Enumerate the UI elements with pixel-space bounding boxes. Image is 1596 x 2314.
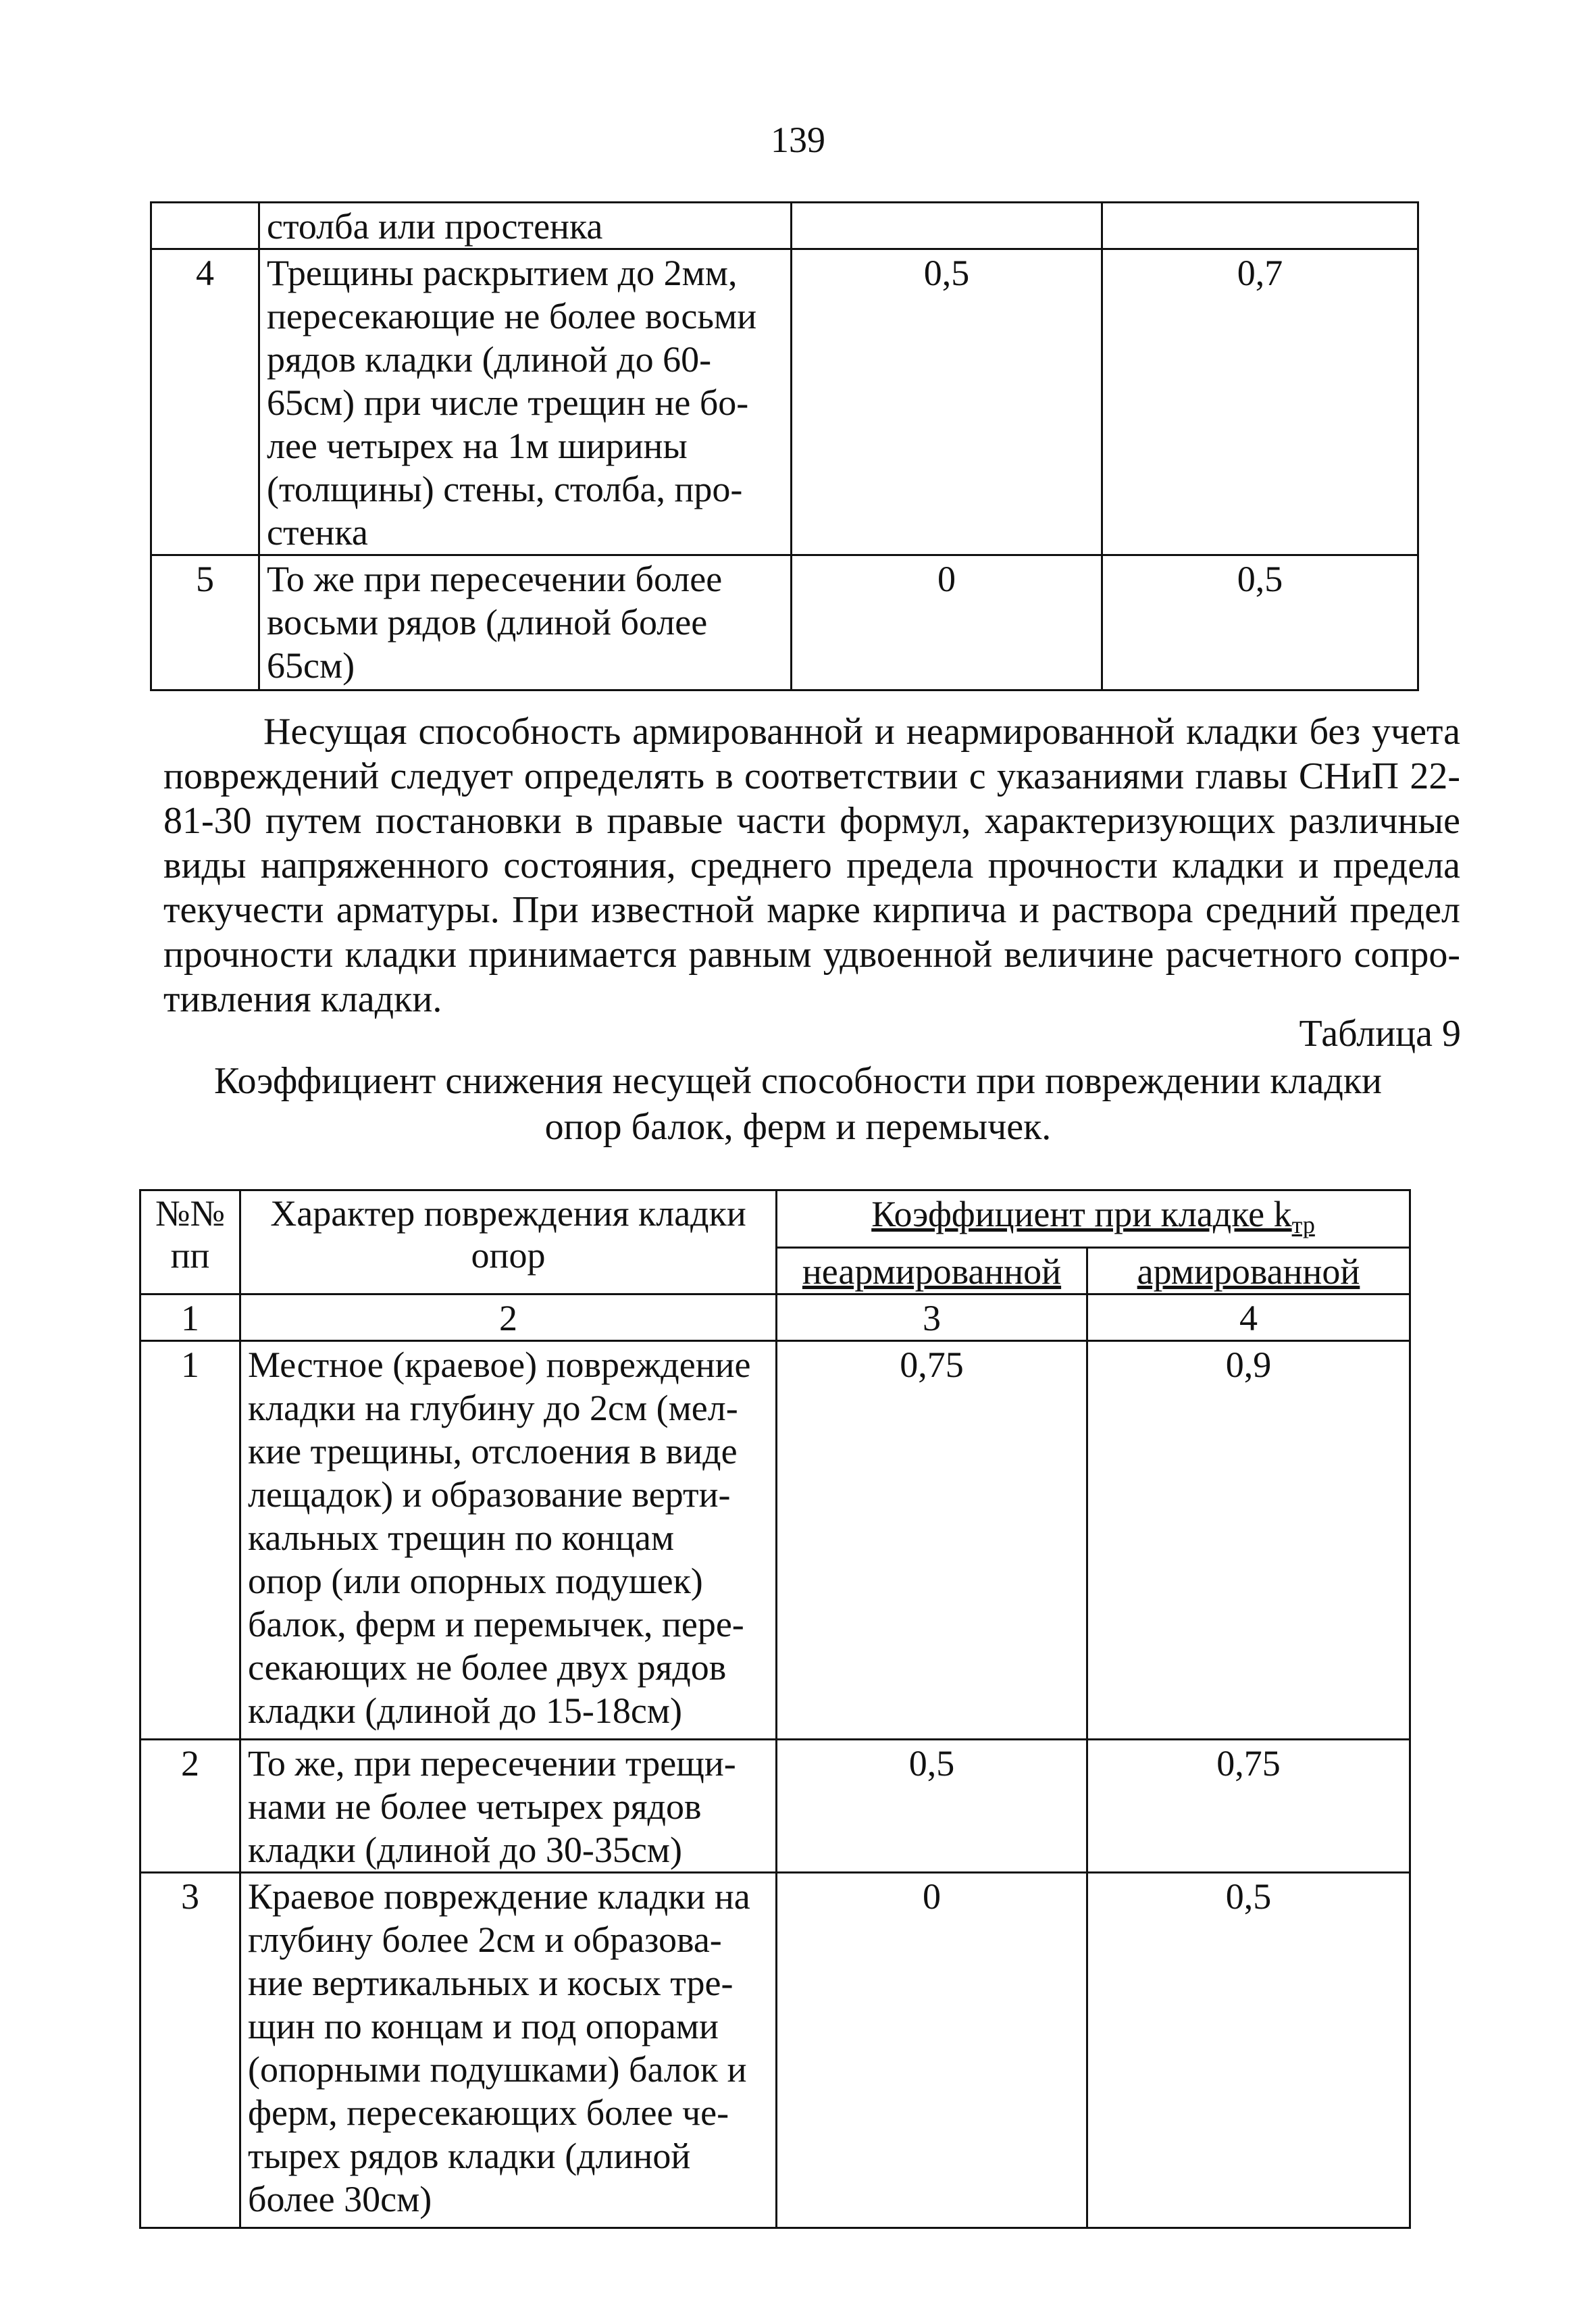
header-num: №№ пп (140, 1190, 240, 1294)
row-value-unreinforced: 0 (777, 1873, 1087, 2228)
row-description: То же, при пересечении трещи- нами не более четырех рядов кладки (длиной до 30-35см) (240, 1740, 777, 1873)
row-value-unreinforced: 0,5 (777, 1740, 1087, 1873)
row-value-1: 0 (792, 555, 1102, 690)
table-label: Таблица 9 (1299, 1013, 1461, 1055)
column-number: 2 (240, 1294, 777, 1341)
row-description: То же при пересечении более восьми рядов (длиной более 65см) (259, 555, 792, 690)
row-number: 2 (140, 1740, 240, 1873)
table-caption: Коэффициент снижения несущей способности при повреждении кладки опор балок, ферм и перемычек. (213, 1060, 1383, 1148)
row-value-reinforced: 0,75 (1087, 1740, 1410, 1873)
table-9 (139, 1189, 1411, 2229)
header-reinforced: армированной (1087, 1248, 1410, 1294)
column-number-row (140, 1294, 1410, 1341)
row-value-2: 0,5 (1102, 555, 1418, 690)
table-row (140, 1740, 1410, 1873)
table-row (151, 555, 1418, 690)
row-description: столба или простенка (259, 203, 792, 249)
header-unreinforced: неармированной (777, 1248, 1087, 1294)
row-value-2 (1102, 203, 1418, 249)
row-description: Трещины раскрытием до 2мм, пересекающие не более восьми рядов кладки (длиной до 60- 65см) при числе трещин не бо- лее четырех на 1м ширины (толщины) стены, столба, про- стенка (259, 249, 792, 555)
table-row (151, 203, 1418, 249)
continuation-table (150, 201, 1419, 691)
row-description: Местное (краевое) повреждение кладки на глубину до 2см (мел- кие трещины, отслоения в виде лещадок) и образование верти- кальных трещин по концам опор (или опорных подушек) балок, ферм и перемычек, пере- секающих не более двух рядов кладки (длиной до 15-18см) (240, 1341, 777, 1740)
header-character: Характер повреждения кладки опор (240, 1190, 777, 1294)
row-value-2: 0,7 (1102, 249, 1418, 555)
row-value-reinforced: 0,5 (1087, 1873, 1410, 2228)
column-number: 4 (1087, 1294, 1410, 1341)
column-number: 3 (777, 1294, 1087, 1341)
row-number: 4 (151, 249, 259, 555)
table-row (140, 1341, 1410, 1740)
row-number: 1 (140, 1341, 240, 1740)
row-value-1: 0,5 (792, 249, 1102, 555)
table-row (151, 249, 1418, 555)
row-number: 5 (151, 555, 259, 690)
row-value-unreinforced: 0,75 (777, 1341, 1087, 1740)
header-coefficient: Коэффициент при кладке $k_{тр}$ (777, 1190, 1410, 1248)
row-description: Краевое повреждение кладки на глубину более 2см и образова- ние вертикальных и косых тре- щин по концам и под опорами (опорными подушками) балок и ферм, пересекающих более че- тырех рядов кладки (длиной более 30см) (240, 1873, 777, 2228)
header-row (140, 1190, 1410, 1248)
row-value-1 (792, 203, 1102, 249)
row-value-reinforced: 0,9 (1087, 1341, 1410, 1740)
table-row (140, 1873, 1410, 2228)
page-number: 139 (771, 120, 825, 160)
row-number (151, 203, 259, 249)
column-number: 1 (140, 1294, 240, 1341)
body-paragraph: Несущая способность армированной и неармированной кладки без учета повреждений следует определять в соответствии с указаниями главы СНиП 22- 81-30 путем постановки в правые части формул, характеризующих различные виды напряженного состояния, среднего предела прочности кладки и предела текучести арматуры. При известной марке кирпича и раствора средний предел прочности кладки принимается равным удвоенной величине расчетного сопро- тивления кладки. (163, 711, 1460, 1020)
row-number: 3 (140, 1873, 240, 2228)
